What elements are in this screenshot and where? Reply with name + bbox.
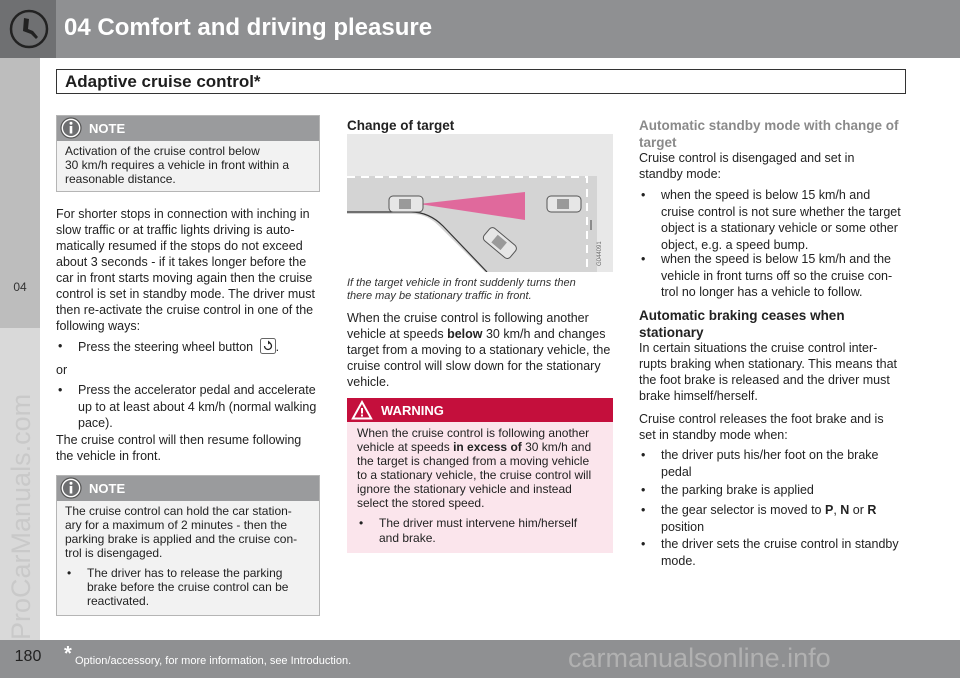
text-fragment: vehicle at speeds [347,327,448,341]
heading-change-of-target: Change of target [347,118,455,133]
warning-text-line: ignore the stationary vehicle and instead [357,482,572,496]
bullet-dot: • [359,516,364,530]
text-fragment: 30 km/h and [521,440,592,454]
bullet-dot: • [58,383,63,397]
bullet-text-line: object, e.g. a speed bump. [661,237,809,252]
or-text: or [56,363,68,377]
note-text-line: The cruise control can hold the car station- [65,504,292,518]
chapter-icon-box [0,0,56,58]
bullet-text-line: Press the accelerator pedal and accelerate [78,383,316,397]
warning-text-line: select the stored speed. [357,496,485,510]
bottom-watermark: carmanualsonline.info [568,643,831,673]
chapter-title: 04 Comfort and driving pleasure [64,14,433,41]
note-label: NOTE [89,121,126,136]
chapter-side-tab [0,58,40,328]
bullet-text-line: mode. [661,553,696,568]
text-line: car in front starts moving again then the cruise [56,271,313,285]
text-line: vehicle. [347,375,390,389]
bullet-text-line: when the speed is below 15 km/h and [661,188,871,202]
bullet-dot: • [641,188,646,202]
text-fragment: the gear selector is moved to [661,503,825,517]
car-stationary [547,196,581,212]
bullet-steering-button [56,338,279,356]
bullet-speed-target [639,187,901,253]
bullet-text-line: pedal [661,464,692,479]
bullet-text-line: up to at least about 4 km/h (normal walking [78,399,317,414]
text-line: following ways: [56,319,141,333]
note-header [57,116,319,141]
text-emphasis: in excess of [453,440,522,454]
text-line: In certain situations the cruise control inter- [639,341,878,355]
heading-line: target [639,135,677,150]
bullet-text-line: cruise control is not sure whether the target [661,204,901,219]
bullet-parking-brake [639,482,814,499]
gear-p: P [824,503,834,517]
bullet-dot: • [58,339,63,353]
note-text-line: parking brake is applied and the cruise con- [65,532,298,546]
change-of-target-illustration [347,134,613,272]
text-fragment: vehicle at speeds [357,440,454,454]
resume-button-icon [260,338,276,354]
heading-line: Automatic braking ceases when [639,308,845,323]
note-text-line: trol is disengaged. [65,546,163,560]
bullet-end: . [275,340,280,354]
warning-box [347,398,613,553]
text-line: then re-activate the cruise control in one of the [56,303,314,317]
bullet-text-line: trol no longer has a vehicle to follow. [661,285,863,299]
car-own [389,196,423,212]
bullet-dot: • [641,252,646,266]
text-line: brake himself/herself. [639,389,758,403]
info-icon [60,477,82,499]
text-line: the foot brake is released and the driver must [639,373,890,387]
bullet-text: Press the steering wheel button [78,340,254,354]
note-bullet [65,566,288,608]
warning-label: WARNING [381,403,444,418]
bullet-text-line: and brake. [379,531,436,545]
text-line: rupts braking when stationary. This means that [639,357,898,371]
info-icon [60,117,82,139]
warning-header [347,398,613,422]
note-text-line: ary for a maximum of 2 minutes - then the [65,518,288,532]
bullet-dot: • [641,448,646,462]
bullet-text-line: vehicle in front turns off so the cruise con- [661,268,893,283]
text-line: set in standby mode when: [639,428,788,442]
gear-r: R [867,503,877,517]
chapter-tab-number: 04 [13,280,27,294]
page-number: 180 [14,648,42,665]
gear-n: N [840,503,850,517]
section-title: Adaptive cruise control* [65,72,261,91]
warning-bullet [357,516,577,546]
text-line: standby mode: [639,167,721,181]
text-line: control is set in standby mode. The driver must [56,287,315,301]
bullet-vehicle-turns [639,251,892,301]
figure-caption-line: there may be stationary traffic in front. [347,290,532,302]
text-line: target from a moving to a stationary vehicle, the [347,343,611,357]
bullet-gear-selector [639,502,876,535]
text-fragment: 30 km/h and changes [482,327,606,341]
heading-braking-ceases [639,307,845,341]
text-emphasis: below [447,327,483,341]
heading-line: Automatic standby mode with change of [639,118,899,133]
bullet-text-line: when the speed is below 15 km/h and the [661,252,892,266]
text-line: slow traffic or at traffic lights driving is auto- [56,223,295,237]
note-box-stationary [56,475,320,616]
bullet-text-line [661,502,876,519]
section-title-box [56,69,906,94]
text-line: matically resumed if the stops do not exceed [56,239,303,253]
bullet-text-line: the parking brake is applied [661,483,814,497]
bullet-text-line: The driver must intervene him/herself [379,516,578,530]
heading-line: stationary [639,325,704,340]
bullet-text-line: position [661,519,705,534]
bullet-text-line: object is a stationary vehicle or some other [661,221,898,235]
warning-text-line [357,440,591,454]
note-text-line: Activation of the cruise control below [65,144,260,158]
text-line: When the cruise control is following another [347,311,589,325]
bullet-dot: • [641,537,646,551]
note-header [57,476,319,501]
bullet-text-line: reactivated. [87,594,150,608]
bullet-text-line: brake before the cruise control can be [87,580,289,594]
text-line [347,326,605,343]
footer-star: * [64,643,72,665]
bullet-dot: • [67,566,72,580]
warning-text-line: the target is changed from a moving vehicle [357,454,590,468]
heading-standby-mode [639,117,899,151]
text-fragment: , [833,503,841,517]
text-line: the vehicle in front. [56,449,161,463]
bullet-text-line: The driver has to release the parking [87,566,283,580]
figure-code: G044091 [597,241,603,266]
bullet-accelerator [56,382,316,432]
note-text-line: 30 km/h requires a vehicle in front within a [65,158,290,172]
seat-icon [9,9,49,49]
bullet-text-line: pace). [78,416,113,430]
note-box-activation [56,115,320,192]
bullet-dot: • [641,503,646,517]
note-text-line: reasonable distance. [65,172,176,186]
text-line: cruise control will slow down for the stationary [347,359,601,373]
bullet-text-line: the driver puts his/her foot on the brake [661,448,879,462]
bullet-driver-standby [639,536,899,569]
bullet-text-line: the driver sets the cruise control in standby [661,537,899,551]
warning-triangle-icon [351,400,373,420]
note-label: NOTE [89,481,126,496]
side-watermark: ProCarManuals.com [6,393,36,640]
text-line: about 3 seconds - if it takes longer before the [56,255,307,269]
text-line: The cruise control will then resume following [56,433,302,447]
text-fragment: or [849,503,868,517]
warning-text-line: When the cruise control is following another [357,426,590,440]
bullet-foot-brake [639,447,879,480]
bullet-dot: • [641,483,646,497]
text-line: Cruise control releases the foot brake and is [639,412,884,426]
footer-note: Option/accessory, for more information, see Introduction. [75,655,352,667]
figure-caption-line: If the target vehicle in front suddenly turns then [347,277,576,289]
text-line: Cruise control is disengaged and set in [639,151,855,165]
warning-text-line: to a stationary vehicle, the cruise control will [357,468,592,482]
text-line: For shorter stops in connection with inching in [56,207,310,221]
